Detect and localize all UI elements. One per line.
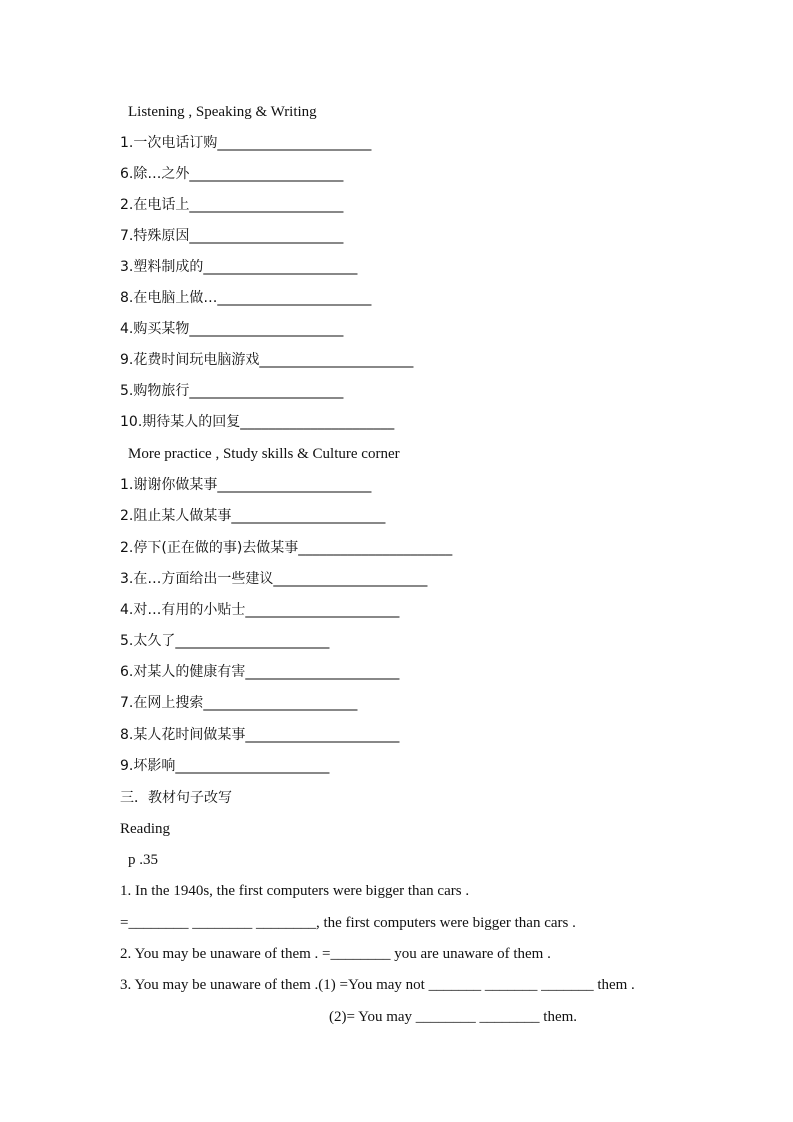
list-item: 8.某人花时间做某事______________________ (120, 727, 400, 743)
list-item: 3.塑料制成的______________________ (120, 259, 358, 275)
list-item: 5.购物旅行______________________ (120, 383, 344, 399)
exercise-sentence: (2)= You may ________ ________ them. (329, 1009, 578, 1025)
exercise-sentence: =________ ________ ________, the first computers were bigger than cars . (120, 915, 576, 931)
list-item: 4.购买某物______________________ (120, 321, 344, 337)
list-item: 6.除…之外______________________ (120, 166, 344, 182)
list-item: 1.谢谢你做某事______________________ (120, 477, 372, 493)
list-item: 4.对…有用的小贴士______________________ (120, 602, 400, 618)
list-item: 2.在电话上______________________ (120, 197, 344, 213)
list-item: 3.在…方面给出一些建议______________________ (120, 571, 428, 587)
list-item: 10.期待某人的回复______________________ (120, 414, 395, 430)
exercise-sentence: 2. You may be unaware of them . =________ you are unaware of them . (120, 946, 551, 962)
list-item: 1.一次电话订购______________________ (120, 135, 372, 151)
section-heading-more-practice: More practice , Study skills & Culture corner (128, 446, 400, 462)
list-item: 7.特殊原因______________________ (120, 228, 344, 244)
page-reference: p .35 (128, 852, 158, 868)
list-item: 6.对某人的健康有害______________________ (120, 664, 400, 680)
part-three-title: 三．教材句子改写 (120, 790, 232, 806)
list-item: 2.停下(正在做的事)去做某事______________________ (120, 540, 453, 556)
exercise-sentence: 3. You may be unaware of them .(1) =You may not _______ _______ _______ them . (120, 977, 635, 993)
section-heading-listening: Listening , Speaking & Writing (128, 104, 317, 120)
list-item: 8.在电脑上做…______________________ (120, 290, 372, 306)
reading-label: Reading (120, 821, 170, 837)
list-item: 7.在网上搜索______________________ (120, 695, 358, 711)
list-item: 9.花费时间玩电脑游戏______________________ (120, 352, 414, 368)
list-item: 5.太久了______________________ (120, 633, 330, 649)
list-item: 2.阻止某人做某事______________________ (120, 508, 386, 524)
exercise-sentence: 1. In the 1940s, the first computers were bigger than cars . (120, 883, 470, 899)
list-item: 9.坏影响______________________ (120, 758, 330, 774)
